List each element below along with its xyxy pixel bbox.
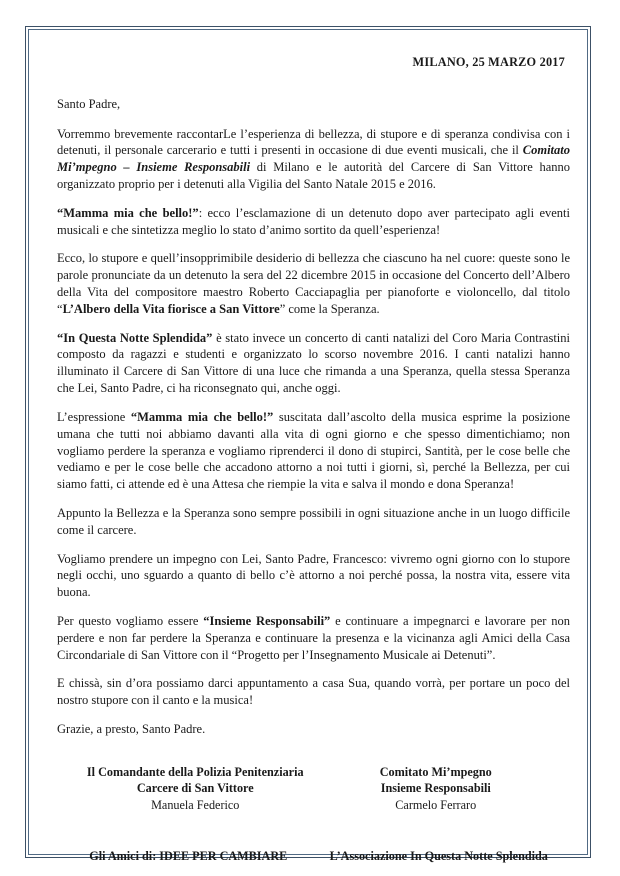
quote-insieme-responsabili: “Insieme Responsabili” — [203, 614, 331, 628]
quote-mamma-mia-2: “Mamma mia che bello!” — [130, 409, 274, 424]
concert-title-albero: L’Albero della Vita fiorisce a San Vittore — [62, 301, 280, 316]
signature-block — [57, 764, 570, 813]
footer-right-organization: L’Associazione In Questa Notte Splendida — [329, 849, 548, 864]
paragraph-concert-albero-text-b: ” come la Speranza. — [279, 301, 380, 316]
paragraph-intro-text-a: Vorremmo brevemente raccontarLe l’esperienza di bellezza, di stupore e di speranza condivisa con i detenuti, il personale carcerario e tutti i presenti in occasione di due eventi musicali, che il — [57, 126, 570, 158]
paragraph-concert-notte — [57, 330, 570, 397]
paragraph-concert-albero-text-a: Ecco, lo stupore e quell’insopprimibile desiderio di bellezza che ciascuno ha nel cuore: queste sono le parole pronunciate da un detenuto la sera del 22 dicembre 2015 in occasione del Concerto dell’Albero della Vita del compositore maestro Roberto Cacciapaglia per pianoforte e violoncello, dal titolo “ — [57, 251, 570, 316]
paragraph-exclamation-text: : ecco l’esclamazione di un detenuto dopo aver partecipato agli eventi musicali e che sintetizza meglio lo stato d’animo sortito da quell’esperienza! — [57, 205, 570, 237]
committee-name-emphasis: Comitato Mi’mpegno – Insieme Responsabili — [57, 143, 570, 175]
paragraph-invitation: E chissà, sin d’ora possiamo darci appuntamento a casa Sua, quando vorrà, per portare un poco del nostro stupore con il canto e la musica! — [57, 676, 570, 708]
paragraph-beauty-hope: Appunto la Bellezza e la Speranza sono sempre possibili in ogni situazione anche in un luogo difficile come il carcere. — [57, 505, 570, 537]
signature-column-commander — [75, 764, 316, 813]
paragraph-concert-notte-text: è stato invece un concerto di canti natalizi del Coro Maria Contrastini composto da ragazzi e studenti e organizzato lo scorso novembre 2016. I canti natalizi hanno illuminato il Carcere di San Vittore di una luce che rimanda a una Speranza, quella stessa Speranza che Lei, Santo Padre, ci ha riconsegnato qui, anche oggi. — [57, 330, 570, 396]
footer-organizations — [57, 849, 570, 864]
signature-title-line1: Comitato Mi’mpegno — [379, 764, 492, 779]
paragraph-expression-text-a: L’espressione — [57, 409, 131, 424]
quote-mamma-mia-1: “Mamma mia che bello!” — [57, 205, 199, 220]
paragraph-expression — [57, 409, 570, 493]
paragraph-intro-text-b: di Milano e le autorità del Carcere di San Vittore hanno organizzato proprio per i detenuti alla Vigilia del Santo Natale 2015 e 2016. — [57, 160, 571, 191]
signature-title-line2: Carcere di San Vittore — [136, 781, 254, 796]
paragraph-exclamation — [57, 205, 570, 239]
paragraph-responsible-text-a: Per questo vogliamo essere — [57, 614, 204, 628]
paragraph-intro — [57, 126, 570, 193]
salutation: Santo Padre, — [57, 97, 121, 111]
concert-title-notte: “In Questa Notte Splendida” — [57, 330, 213, 345]
paragraph-concert-albero — [57, 250, 570, 317]
signature-title-line2: Insieme Responsabili — [380, 781, 491, 796]
paragraph-responsible-text-b: e continuare a impegnarci e lavorare per non perdere e non far perdere la Speranza e continuare la presenza e la vicinanza agli Amici della Casa Circondariale di San Vittore con il “Progetto per l’Insegnamento Musicale ai Detenuti”. — [57, 614, 570, 662]
footer-left-organization: Gli Amici di: IDEE PER CAMBIARE — [89, 849, 288, 864]
paragraph-responsible — [57, 613, 570, 663]
paragraph-commitment: Vogliamo prendere un impegno con Lei, Santo Padre, Francesco: vivremo ogni giorno con lo stupore negli occhi, uno sguardo a quanto di bello c’è attorno a noi perché possa, la nostra vita, essere vita buona. — [57, 551, 570, 600]
dateline: MILANO, 25 MARZO 2017 — [412, 55, 565, 69]
signature-title-line1: Il Comandante della Polizia Penitenziaria — [86, 764, 304, 779]
signature-name: Manuela Federico — [151, 797, 240, 812]
paragraph-thanks: Grazie, a presto, Santo Padre. — [57, 722, 206, 737]
paragraph-expression-text-b: suscitata dall’ascolto della musica esprime la posizione umana che tutti noi abbiamo davanti alla vita di ogni giorno e che spesso dimentichiamo; non vogliamo perdere la speranza e vogliamo riprenderci il dono di stupirci, Santità, per le cose belle che vediamo e per le cose belle che accadono attorno a noi tutti i giorni, sì, perché la Bellezza, per cui siamo fatti, ci attende ed è una Attesa che riempie la vita e salva il mondo e dona Speranza! — [57, 409, 570, 492]
signature-name: Carmelo Ferraro — [395, 797, 477, 812]
signature-column-committee — [316, 764, 557, 813]
